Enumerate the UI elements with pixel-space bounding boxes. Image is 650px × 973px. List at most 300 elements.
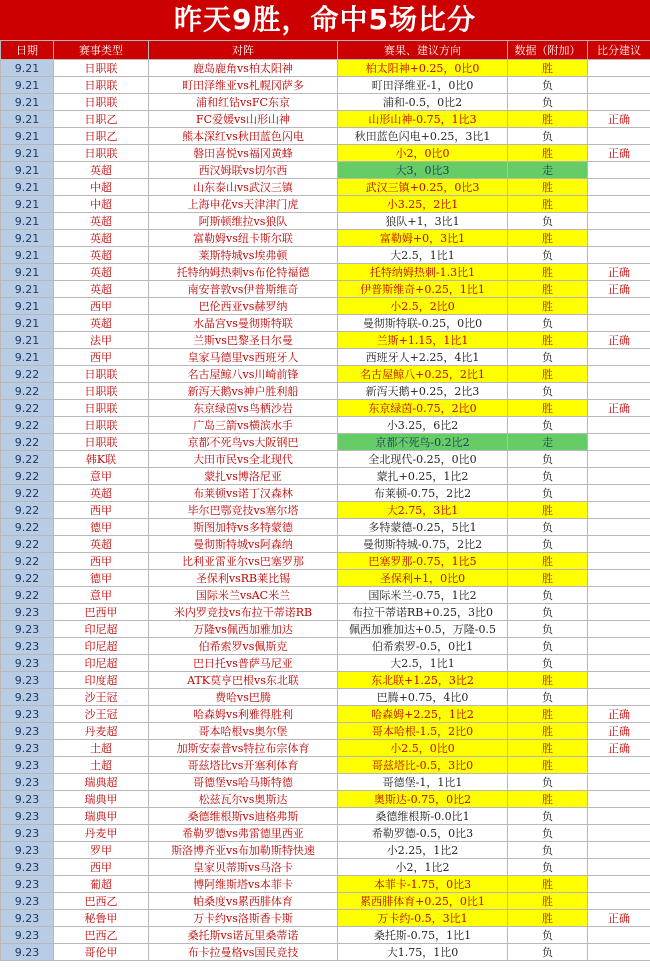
results-table	[0, 40, 650, 961]
row-match: 大田市民vs全北现代	[149, 451, 338, 468]
row-date: 9.21	[1, 247, 54, 264]
row-result: 胜	[508, 740, 588, 757]
row-date: 9.21	[1, 60, 54, 77]
row-suggestion: 秋田蓝色闪电+0.25，3比1	[338, 128, 508, 145]
row-league: 英超	[54, 536, 149, 553]
row-league: 日职联	[54, 417, 149, 434]
row-verdict	[588, 927, 650, 944]
row-match: 皇家贝蒂斯vs马洛卡	[149, 859, 338, 876]
row-league: 土超	[54, 757, 149, 774]
row-match: 伯希索罗vs佩斯克	[149, 638, 338, 655]
table-row	[1, 944, 650, 961]
row-match: 哈森姆vs利雅得胜利	[149, 706, 338, 723]
row-date: 9.23	[1, 842, 54, 859]
row-match: 哥兹塔比vs开塞利体育	[149, 757, 338, 774]
row-suggestion: 伊普斯维奇+0.25，1比1	[338, 281, 508, 298]
row-suggestion: 多特蒙德-0.25，5比1	[338, 519, 508, 536]
row-suggestion: 京都不死鸟-0.2比2	[338, 434, 508, 451]
row-league: 法甲	[54, 332, 149, 349]
row-date: 9.22	[1, 587, 54, 604]
row-verdict	[588, 213, 650, 230]
row-suggestion: 巴塞罗那-0.75，1比5	[338, 553, 508, 570]
row-league: 巴西乙	[54, 893, 149, 910]
row-suggestion: 狼队+1，3比1	[338, 213, 508, 230]
row-suggestion: 小2.5，0比0	[338, 740, 508, 757]
table-row	[1, 468, 650, 485]
table-row	[1, 196, 650, 213]
row-match: 兰斯vs巴黎圣日尔曼	[149, 332, 338, 349]
row-result: 负	[508, 604, 588, 621]
row-suggestion: 浦和-0.5，0比2	[338, 94, 508, 111]
row-result: 胜	[508, 791, 588, 808]
row-date: 9.23	[1, 876, 54, 893]
row-suggestion: 累西腓体育+0.25，0比1	[338, 893, 508, 910]
header-league: 赛事类型	[54, 41, 149, 60]
row-verdict	[588, 553, 650, 570]
row-suggestion: 西班牙人+2.25，4比1	[338, 349, 508, 366]
row-verdict	[588, 944, 650, 961]
row-verdict	[588, 519, 650, 536]
row-league: 西甲	[54, 553, 149, 570]
row-match: 巴日托vs普萨马尼亚	[149, 655, 338, 672]
row-league: 中超	[54, 179, 149, 196]
row-verdict: 正确	[588, 400, 650, 417]
row-date: 9.23	[1, 859, 54, 876]
row-result: 负	[508, 944, 588, 961]
row-result: 胜	[508, 298, 588, 315]
row-match: 帕桑度vs累西腓体育	[149, 893, 338, 910]
table-row	[1, 111, 650, 128]
row-date: 9.23	[1, 893, 54, 910]
row-league: 印尼超	[54, 655, 149, 672]
row-result: 胜	[508, 111, 588, 128]
row-match: 广岛三箭vs横滨水手	[149, 417, 338, 434]
row-league: 秘鲁甲	[54, 910, 149, 927]
header-match: 对阵	[149, 41, 338, 60]
row-result: 负	[508, 213, 588, 230]
row-verdict	[588, 94, 650, 111]
row-suggestion: 哥本哈根-1.5，2比0	[338, 723, 508, 740]
row-result: 胜	[508, 332, 588, 349]
header-row	[1, 41, 650, 60]
row-verdict	[588, 876, 650, 893]
row-match: 水晶宫vs曼彻斯特联	[149, 315, 338, 332]
row-verdict	[588, 842, 650, 859]
row-suggestion: 哥德堡-1，1比1	[338, 774, 508, 791]
row-date: 9.21	[1, 264, 54, 281]
row-date: 9.23	[1, 638, 54, 655]
row-result: 胜	[508, 757, 588, 774]
row-verdict	[588, 434, 650, 451]
row-result: 负	[508, 417, 588, 434]
row-verdict	[588, 774, 650, 791]
table-row	[1, 757, 650, 774]
row-suggestion: 大3，0比3	[338, 162, 508, 179]
row-suggestion: 佩西加雅加达+0.5，万隆-0.5	[338, 621, 508, 638]
row-match: 巴伦西亚vs赫罗纳	[149, 298, 338, 315]
row-suggestion: 布拉干蒂诺RB+0.25，3比0	[338, 604, 508, 621]
table-row	[1, 825, 650, 842]
table-row	[1, 587, 650, 604]
row-verdict	[588, 298, 650, 315]
row-result: 负	[508, 587, 588, 604]
row-league: 日职联	[54, 145, 149, 162]
row-match: 京都不死鸟vs大阪钢巴	[149, 434, 338, 451]
table-row	[1, 366, 650, 383]
row-match: ATK莫亨巴根vs东北联	[149, 672, 338, 689]
row-result: 负	[508, 842, 588, 859]
row-result: 胜	[508, 706, 588, 723]
table-row	[1, 145, 650, 162]
row-date: 9.23	[1, 655, 54, 672]
row-suggestion: 圣保利+1，0比0	[338, 570, 508, 587]
row-verdict	[588, 791, 650, 808]
row-date: 9.22	[1, 451, 54, 468]
table-row	[1, 655, 650, 672]
table-row	[1, 808, 650, 825]
table-row	[1, 264, 650, 281]
row-league: 英超	[54, 485, 149, 502]
row-suggestion: 小3.25，2比1	[338, 196, 508, 213]
row-verdict	[588, 60, 650, 77]
row-verdict	[588, 638, 650, 655]
row-league: 西甲	[54, 859, 149, 876]
row-verdict: 正确	[588, 740, 650, 757]
table-row	[1, 927, 650, 944]
row-match: 米内罗竞技vs布拉干蒂诺RB	[149, 604, 338, 621]
row-date: 9.22	[1, 400, 54, 417]
table-row	[1, 60, 650, 77]
row-verdict	[588, 502, 650, 519]
row-league: 日职联	[54, 400, 149, 417]
row-verdict	[588, 417, 650, 434]
row-league: 土超	[54, 740, 149, 757]
row-suggestion: 兰斯+1.15，1比1	[338, 332, 508, 349]
table-row	[1, 417, 650, 434]
row-suggestion: 新泻天鹅+0.25，2比3	[338, 383, 508, 400]
row-date: 9.22	[1, 383, 54, 400]
row-suggestion: 哈森姆+2.25，1比2	[338, 706, 508, 723]
row-result: 胜	[508, 876, 588, 893]
row-verdict	[588, 604, 650, 621]
row-verdict: 正确	[588, 332, 650, 349]
table-row	[1, 536, 650, 553]
row-suggestion: 万卡约-0.5，3比1	[338, 910, 508, 927]
table-row	[1, 910, 650, 927]
table-row	[1, 281, 650, 298]
row-suggestion: 曼彻斯特联-0.25，0比0	[338, 315, 508, 332]
row-date: 9.21	[1, 230, 54, 247]
row-match: 万隆vs佩西加雅加达	[149, 621, 338, 638]
row-match: 名古屋鲸八vs川崎前锋	[149, 366, 338, 383]
row-suggestion: 小2.25，1比2	[338, 842, 508, 859]
table-row	[1, 400, 650, 417]
row-suggestion: 小2.5，2比0	[338, 298, 508, 315]
row-suggestion: 柏太阳神+0.25，0比0	[338, 60, 508, 77]
row-date: 9.21	[1, 281, 54, 298]
header-result: 数据（附加）	[508, 41, 588, 60]
row-result: 负	[508, 655, 588, 672]
table-row	[1, 553, 650, 570]
row-date: 9.23	[1, 689, 54, 706]
row-date: 9.23	[1, 910, 54, 927]
row-match: 布卡拉曼格vs国民竞技	[149, 944, 338, 961]
table-row	[1, 519, 650, 536]
row-date: 9.23	[1, 621, 54, 638]
row-date: 9.23	[1, 740, 54, 757]
table-row	[1, 621, 650, 638]
table-row	[1, 213, 650, 230]
row-suggestion: 名古屋鲸八+0.25，2比1	[338, 366, 508, 383]
row-date: 9.21	[1, 145, 54, 162]
row-date: 9.21	[1, 315, 54, 332]
row-suggestion: 本菲卡-1.75，0比3	[338, 876, 508, 893]
table-row	[1, 842, 650, 859]
row-league: 印度超	[54, 672, 149, 689]
table-row	[1, 383, 650, 400]
row-league: 瑞典甲	[54, 791, 149, 808]
table-row	[1, 672, 650, 689]
row-result: 负	[508, 638, 588, 655]
row-date: 9.23	[1, 808, 54, 825]
table-row	[1, 451, 650, 468]
row-result: 胜	[508, 893, 588, 910]
row-suggestion: 小2，0比0	[338, 145, 508, 162]
row-date: 9.22	[1, 434, 54, 451]
row-suggestion: 大2.5，1比1	[338, 247, 508, 264]
row-result: 胜	[508, 196, 588, 213]
row-match: 哥本哈根vs奥尔堡	[149, 723, 338, 740]
row-match: 浦和红钻vsFC东京	[149, 94, 338, 111]
row-league: 德甲	[54, 570, 149, 587]
row-suggestion: 山形山神-0.75，1比3	[338, 111, 508, 128]
row-result: 负	[508, 859, 588, 876]
row-date: 9.22	[1, 553, 54, 570]
row-match: 南安普敦vs伊普斯维奇	[149, 281, 338, 298]
row-verdict	[588, 536, 650, 553]
row-league: 韩K联	[54, 451, 149, 468]
row-league: 日职联	[54, 60, 149, 77]
row-league: 英超	[54, 213, 149, 230]
row-verdict	[588, 162, 650, 179]
row-suggestion: 托特纳姆热刺-1.3比1	[338, 264, 508, 281]
row-date: 9.22	[1, 366, 54, 383]
row-match: 上海申花vs天津津门虎	[149, 196, 338, 213]
table-row	[1, 859, 650, 876]
row-match: 松兹瓦尔vs奥斯达	[149, 791, 338, 808]
row-date: 9.21	[1, 213, 54, 230]
row-date: 9.21	[1, 94, 54, 111]
row-result: 胜	[508, 145, 588, 162]
row-match: 蒙扎vs博洛尼亚	[149, 468, 338, 485]
row-suggestion: 奥斯达-0.75，0比2	[338, 791, 508, 808]
table-row	[1, 740, 650, 757]
row-league: 意甲	[54, 468, 149, 485]
row-verdict	[588, 179, 650, 196]
row-league: 英超	[54, 264, 149, 281]
row-league: 印尼超	[54, 638, 149, 655]
row-result: 胜	[508, 400, 588, 417]
table-row	[1, 77, 650, 94]
row-verdict	[588, 893, 650, 910]
table-row	[1, 94, 650, 111]
row-date: 9.22	[1, 468, 54, 485]
row-result: 负	[508, 774, 588, 791]
row-date: 9.23	[1, 672, 54, 689]
row-verdict	[588, 825, 650, 842]
table-row	[1, 315, 650, 332]
row-verdict	[588, 655, 650, 672]
row-verdict: 正确	[588, 910, 650, 927]
row-verdict	[588, 366, 650, 383]
page-title: 昨天9胜，命中5场比分	[0, 0, 650, 40]
row-date: 9.21	[1, 298, 54, 315]
table-row	[1, 689, 650, 706]
row-result: 胜	[508, 60, 588, 77]
row-league: 日职乙	[54, 128, 149, 145]
row-league: 英超	[54, 230, 149, 247]
row-suggestion: 大1.75，1比0	[338, 944, 508, 961]
row-result: 负	[508, 451, 588, 468]
header-suggestion: 赛果、建议方向	[338, 41, 508, 60]
table-row	[1, 332, 650, 349]
table-row	[1, 247, 650, 264]
row-league: 西甲	[54, 502, 149, 519]
row-date: 9.21	[1, 111, 54, 128]
row-result: 负	[508, 349, 588, 366]
row-suggestion: 希勒罗德-0.5，0比3	[338, 825, 508, 842]
row-match: 万卡约vs洛斯香卡斯	[149, 910, 338, 927]
table-body	[1, 60, 650, 961]
row-match: FC爱媛vs山形山神	[149, 111, 338, 128]
row-verdict	[588, 230, 650, 247]
row-result: 负	[508, 927, 588, 944]
row-verdict	[588, 859, 650, 876]
row-suggestion: 町田泽维亚-1，0比0	[338, 77, 508, 94]
row-match: 新泻天鹅vs神户胜利船	[149, 383, 338, 400]
row-verdict	[588, 247, 650, 264]
row-suggestion: 桑德维根斯-0.0比1	[338, 808, 508, 825]
row-suggestion: 小3.25，6比2	[338, 417, 508, 434]
row-date: 9.22	[1, 570, 54, 587]
row-league: 巴西甲	[54, 604, 149, 621]
table-row	[1, 893, 650, 910]
table-row	[1, 485, 650, 502]
table-row	[1, 604, 650, 621]
row-date: 9.23	[1, 791, 54, 808]
row-result: 胜	[508, 723, 588, 740]
table-row	[1, 791, 650, 808]
row-suggestion: 哥兹塔比-0.5，3比0	[338, 757, 508, 774]
row-result: 胜	[508, 910, 588, 927]
row-match: 博阿维斯塔vs本菲卡	[149, 876, 338, 893]
table-row	[1, 230, 650, 247]
row-match: 町田泽维亚vs札幌冈萨多	[149, 77, 338, 94]
row-match: 斯图加特vs多特蒙德	[149, 519, 338, 536]
row-result: 负	[508, 247, 588, 264]
row-league: 丹麦超	[54, 723, 149, 740]
row-verdict	[588, 196, 650, 213]
row-suggestion: 东京绿茵-0.75，2比0	[338, 400, 508, 417]
row-verdict	[588, 808, 650, 825]
row-match: 莱斯特城vs埃弗顿	[149, 247, 338, 264]
table-row	[1, 706, 650, 723]
row-date: 9.21	[1, 162, 54, 179]
row-result: 胜	[508, 672, 588, 689]
row-date: 9.22	[1, 502, 54, 519]
row-match: 富勒姆vs纽卡斯尔联	[149, 230, 338, 247]
row-suggestion: 大2.5，1比1	[338, 655, 508, 672]
row-league: 日职联	[54, 383, 149, 400]
row-date: 9.23	[1, 927, 54, 944]
row-result: 负	[508, 468, 588, 485]
row-result: 负	[508, 825, 588, 842]
row-verdict	[588, 570, 650, 587]
row-match: 曼彻斯特城vs阿森纳	[149, 536, 338, 553]
row-match: 熊本深红vs秋田蓝色闪电	[149, 128, 338, 145]
row-date: 9.22	[1, 417, 54, 434]
table-row	[1, 876, 650, 893]
row-date: 9.23	[1, 604, 54, 621]
row-verdict	[588, 315, 650, 332]
row-suggestion: 曼彻斯特城-0.75，2比2	[338, 536, 508, 553]
header-date: 日期	[1, 41, 54, 60]
row-verdict	[588, 621, 650, 638]
row-date: 9.21	[1, 349, 54, 366]
row-date: 9.23	[1, 825, 54, 842]
row-verdict	[588, 77, 650, 94]
row-match: 西汉姆联vs切尔西	[149, 162, 338, 179]
row-date: 9.22	[1, 485, 54, 502]
row-verdict	[588, 468, 650, 485]
row-league: 罗甲	[54, 842, 149, 859]
row-league: 英超	[54, 162, 149, 179]
row-match: 斯洛博齐亚vs布加勒斯特快速	[149, 842, 338, 859]
row-date: 9.21	[1, 77, 54, 94]
table-row	[1, 502, 650, 519]
table-row	[1, 570, 650, 587]
row-match: 希勒罗德vs弗雷德里西亚	[149, 825, 338, 842]
row-league: 丹麦甲	[54, 825, 149, 842]
row-verdict	[588, 349, 650, 366]
row-league: 哥伦甲	[54, 944, 149, 961]
row-verdict	[588, 587, 650, 604]
row-result: 负	[508, 383, 588, 400]
row-verdict: 正确	[588, 281, 650, 298]
row-suggestion: 巴腾+0.75，4比0	[338, 689, 508, 706]
row-league: 沙王冠	[54, 689, 149, 706]
row-match: 哥德堡vs哈马斯特德	[149, 774, 338, 791]
row-league: 瑞典超	[54, 774, 149, 791]
row-result: 走	[508, 434, 588, 451]
row-verdict	[588, 485, 650, 502]
row-match: 磐田喜悦vs福冈黄蜂	[149, 145, 338, 162]
row-result: 负	[508, 689, 588, 706]
row-match: 皇家马德里vs西班牙人	[149, 349, 338, 366]
table-row	[1, 162, 650, 179]
row-result: 负	[508, 808, 588, 825]
row-suggestion: 伯希索罗-0.5，0比1	[338, 638, 508, 655]
row-result: 负	[508, 621, 588, 638]
row-suggestion: 国际米兰-0.75，1比2	[338, 587, 508, 604]
row-league: 日职联	[54, 434, 149, 451]
row-league: 巴西乙	[54, 927, 149, 944]
row-league: 日职联	[54, 94, 149, 111]
row-suggestion: 小2，1比2	[338, 859, 508, 876]
row-date: 9.23	[1, 757, 54, 774]
row-verdict	[588, 757, 650, 774]
row-suggestion: 全北现代-0.25，0比0	[338, 451, 508, 468]
